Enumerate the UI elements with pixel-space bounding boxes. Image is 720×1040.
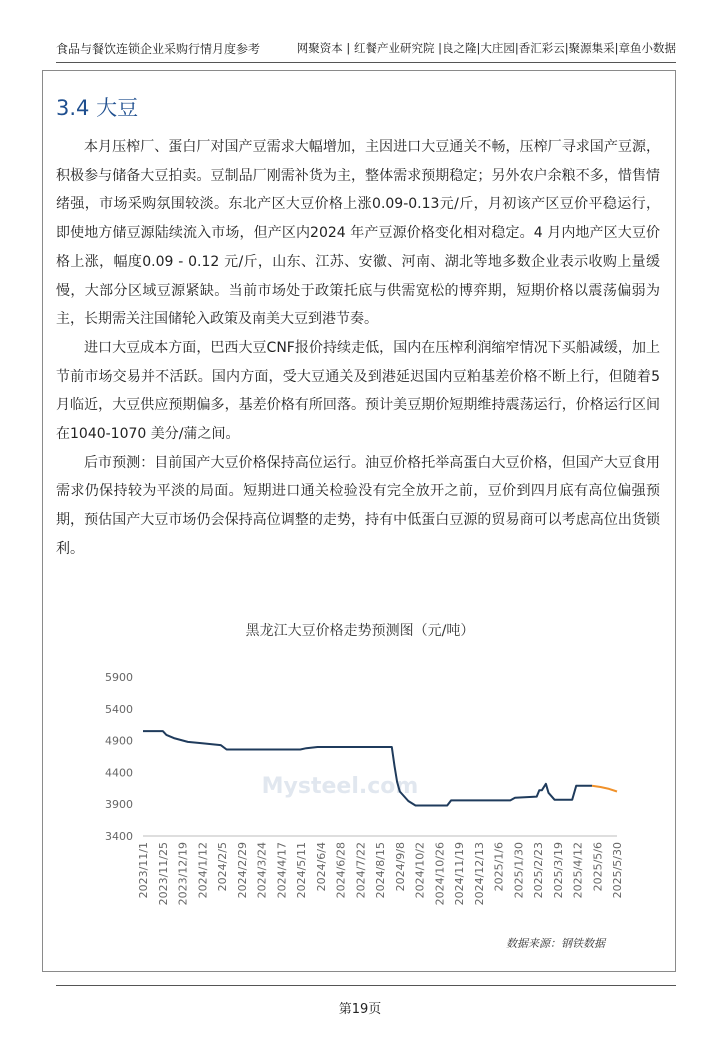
- chart-title: 黑龙江大豆价格走势预测图（元/吨）: [245, 623, 475, 639]
- x-tick-label: 2024/6/28: [334, 842, 348, 899]
- x-tick-label: 2025/1/6: [492, 842, 506, 892]
- data-source: 数据来源：钢铁数据: [506, 937, 605, 950]
- paragraph-forecast: 后市预测：目前国产大豆价格保持高位运行。油豆价格托举高蛋白大豆价格，但国产大豆食用需求仍保持较为平淡的局面。短期进口通关检验没有完全放开之前，豆价到四月底有高位偏强预期，预估国产大豆市场仍会保持高位调整的走势，持有中低蛋白豆源的贸易商可以考虑高位出货锁利。: [56, 454, 660, 557]
- price-line-forecast: [592, 786, 617, 792]
- page-number: 第19页: [338, 1002, 382, 1017]
- header-divider: [56, 62, 676, 63]
- x-tick-label: 2024/8/15: [374, 842, 387, 899]
- article-body: [56, 133, 660, 564]
- watermark-text: Mysteel.com: [261, 774, 419, 799]
- paragraph-domestic: 本月压榨厂、蛋白厂对国产豆需求大幅增加，主因进口大豆通关不畅，压榨厂寻求国产豆源，积极参与储备大豆拍卖。豆制品厂刚需补货为主，整体需求预期稳定；另外农户余粮不多，惜售情绪强，市场采购氛围较淡。东北产区大豆价格上涨0.09-0.13元/斤，月初该产区豆价平稳运行，即使地方储豆源陆续流入市场，但产区内2024 年产豆源价格变化相对稳定。4 月内地产区大豆价格上涨，幅度0.09 - 0.12 元/斤，山东、江苏、安徽、河南、湖北等地多数企业表示收购上量缓慢，大部分区域豆源紧缺。当前市场处于政策托底与供需宽松的博弈期，短期价格以震荡偏弱为主，长期需关注国储轮入政策及南美大豆到港节奏。: [56, 139, 660, 328]
- x-tick-label: 2024/12/13: [472, 842, 486, 906]
- header-title: 食品与餐饮连锁企业采购行情月度参考: [56, 42, 261, 56]
- x-tick-label: 2025/5/6: [591, 842, 605, 892]
- x-tick-label: 2024/4/17: [275, 842, 289, 899]
- section-title: 3.4 大豆: [56, 96, 139, 120]
- header-partners: 网聚资本 | 红餐产业研究院 |良之隆|大庄园|香汇彩云|聚源集采|章鱼小数据: [296, 41, 676, 55]
- y-tick-label: 4400: [105, 766, 133, 780]
- y-tick-label: 5400: [105, 702, 133, 716]
- x-tick-label: 2024/5/11: [295, 842, 308, 899]
- x-tick-label: 2024/1/12: [196, 842, 210, 899]
- footer-divider: [56, 985, 676, 986]
- soybean-price-chart: [90, 660, 650, 930]
- y-tick-label: 3400: [105, 830, 133, 843]
- x-tick-label: 2025/5/30: [611, 842, 624, 899]
- x-tick-label: 2025/1/30: [512, 842, 526, 899]
- x-tick-label: 2023/12/19: [176, 842, 190, 906]
- x-tick-label: 2024/2/5: [216, 842, 229, 892]
- y-tick-label: 4900: [105, 734, 133, 748]
- x-tick-label: 2024/6/4: [314, 842, 328, 892]
- x-tick-label: 2024/10/26: [433, 842, 447, 906]
- paragraph-import: 进口大豆成本方面，巴西大豆CNF报价持续走低，国内在压榨利润缩窄情况下买船减缓，加上节前市场交易并不活跃。国内方面，受大豆通关及到港延迟国内豆粕基差价格不断上行，但随着5 月临近，大豆供应预期偏多，基差价格有所回落。预计美豆期价短期维持震荡运行，价格运行区间在1040-1070 美分/蒲之间。: [56, 339, 660, 443]
- y-tick-label: 5900: [105, 671, 133, 684]
- x-tick-label: 2024/9/8: [393, 842, 407, 892]
- x-tick-label: 2024/7/22: [354, 842, 368, 899]
- x-tick-label: 2024/2/29: [235, 842, 249, 899]
- x-tick-label: 2023/11/1: [137, 842, 150, 899]
- x-tick-label: 2024/10/2: [413, 842, 427, 899]
- y-tick-label: 3900: [105, 798, 133, 812]
- x-tick-label: 2023/11/25: [156, 842, 170, 906]
- page-header: [56, 40, 676, 60]
- x-tick-label: 2024/11/19: [453, 842, 466, 906]
- x-tick-label: 2025/4/12: [571, 842, 585, 899]
- x-tick-label: 2025/3/19: [551, 842, 565, 899]
- x-tick-label: 2025/2/23: [532, 842, 545, 899]
- mysteel-watermark: [262, 774, 419, 799]
- x-tick-label: 2024/3/24: [255, 842, 269, 899]
